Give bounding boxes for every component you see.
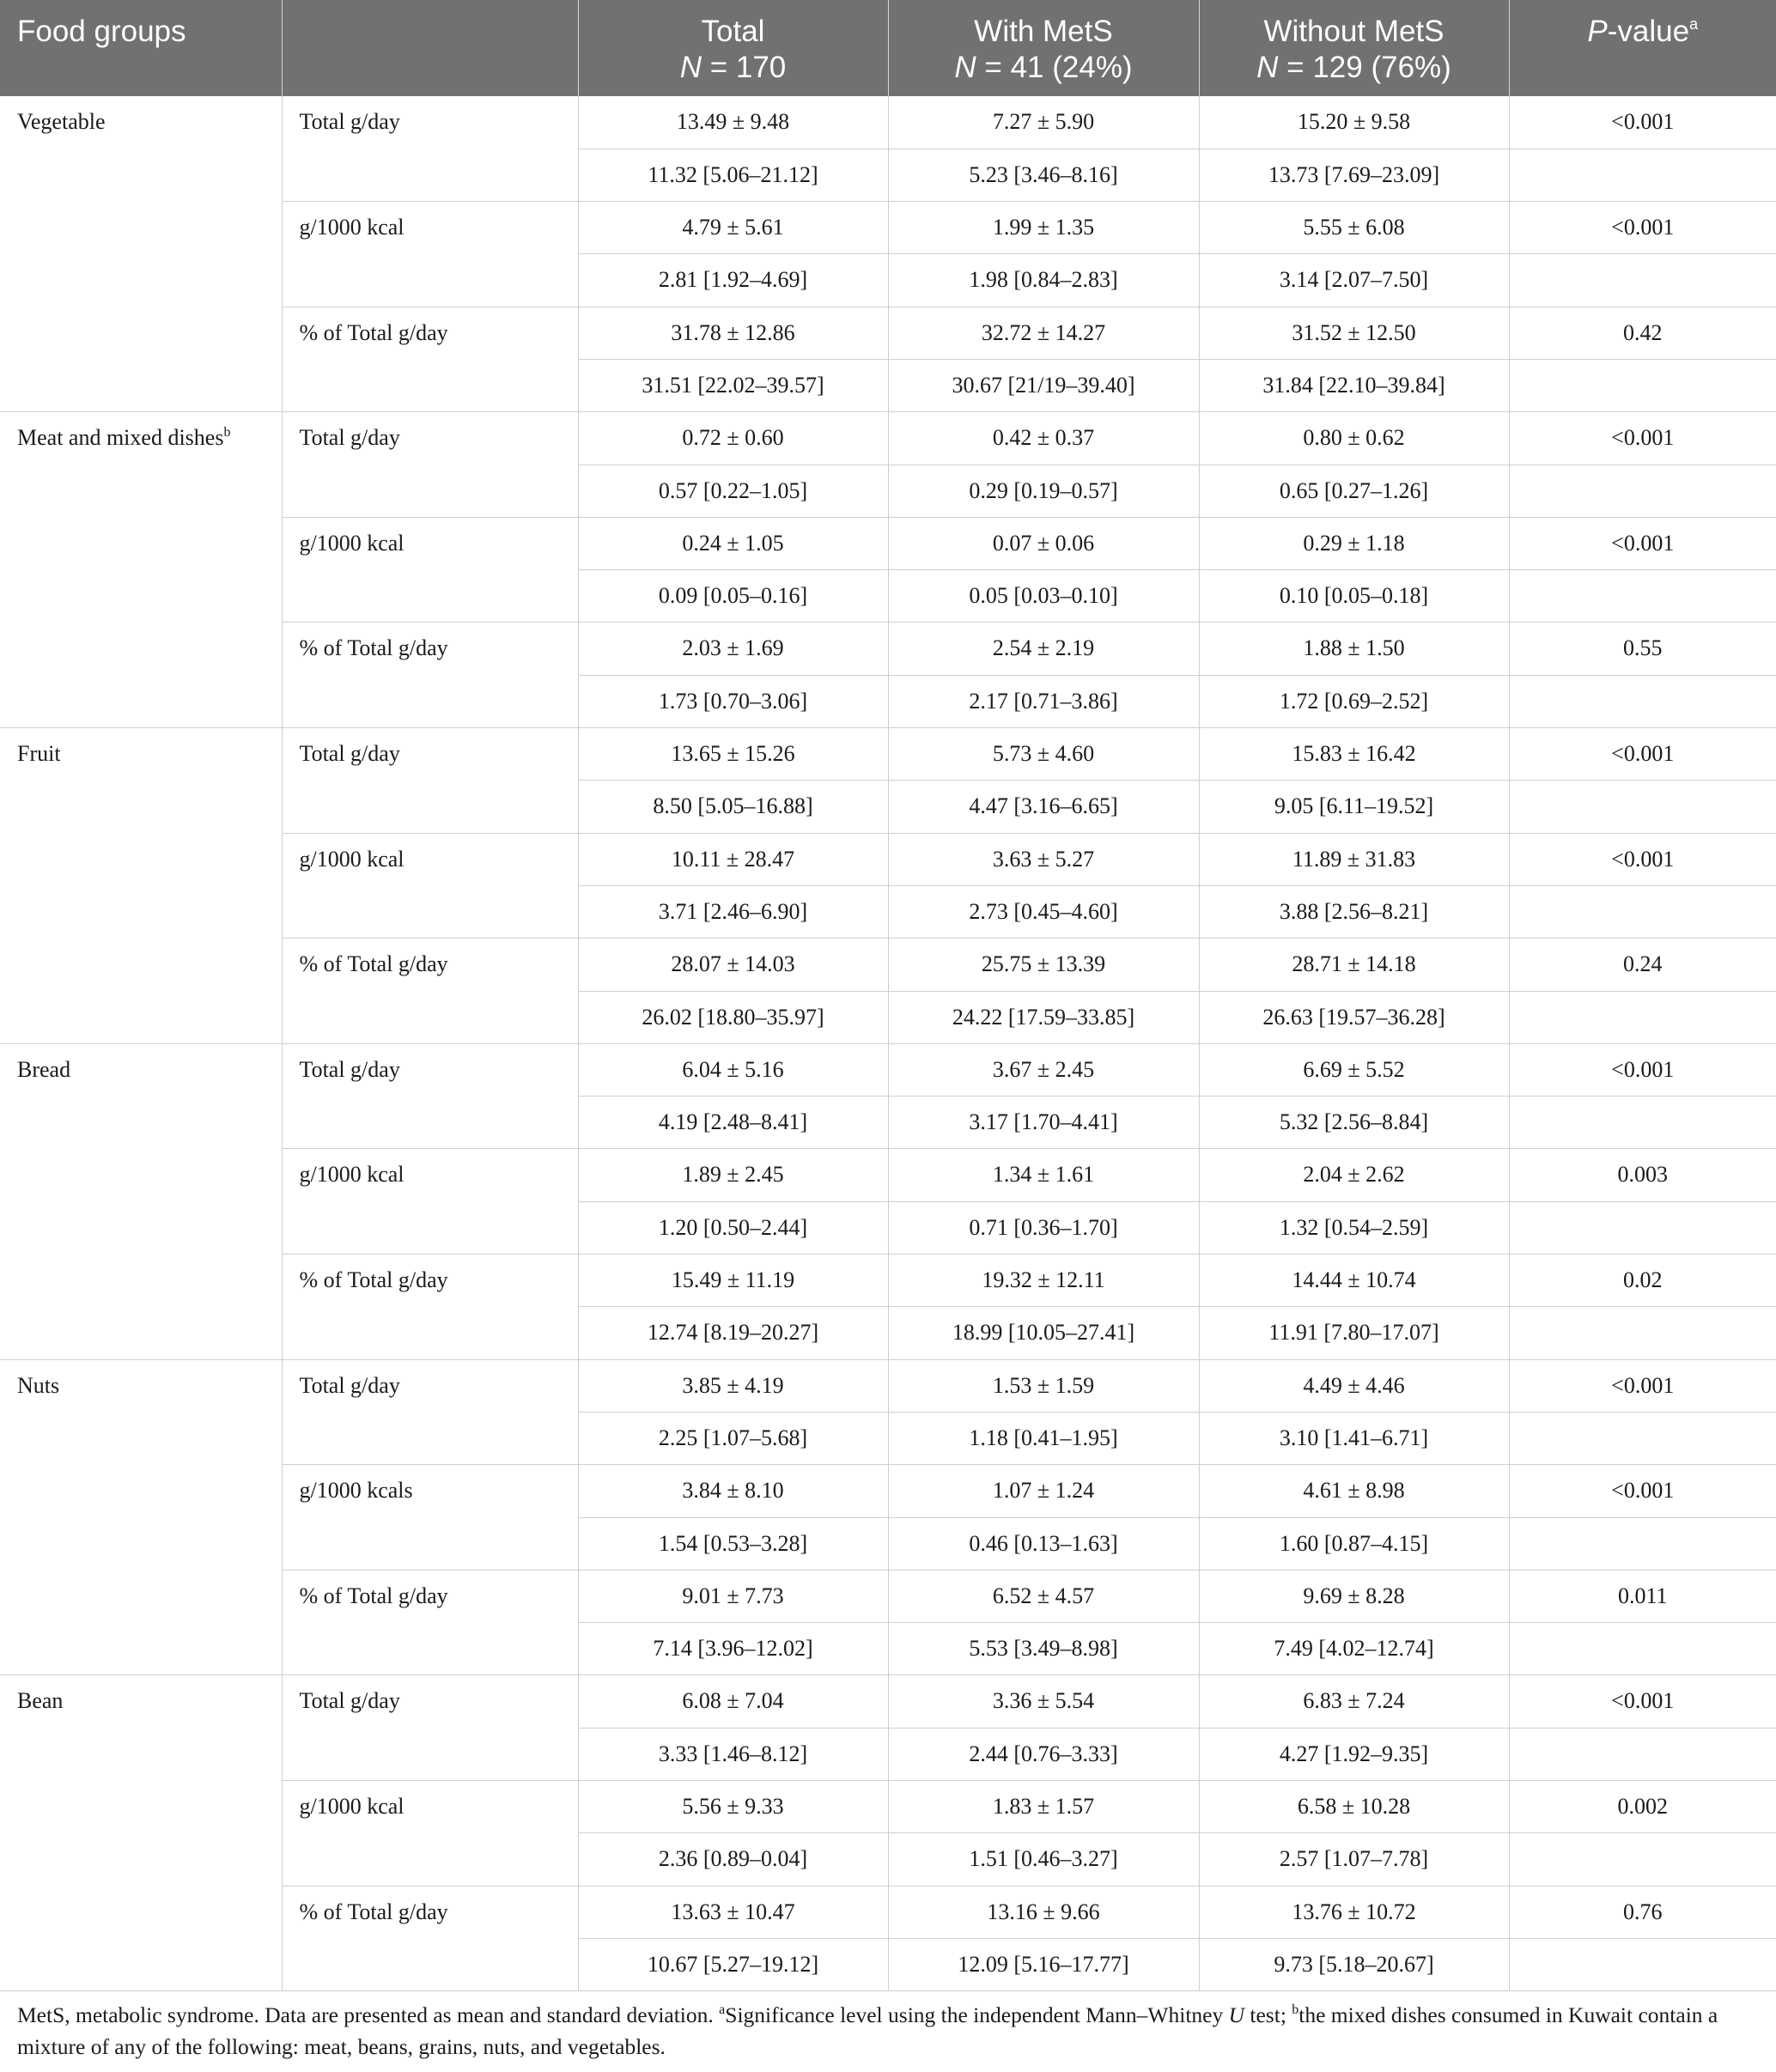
cell-total: 3.33 [1.46–8.12] (578, 1728, 888, 1780)
cell-p-value (1509, 1623, 1776, 1675)
header-food-groups: Food groups (0, 0, 282, 96)
cell-with-mets: 24.22 [17.59–33.85] (888, 991, 1199, 1043)
cell-without-mets: 4.27 [1.92–9.35] (1199, 1728, 1509, 1780)
header-measure (282, 0, 578, 96)
cell-with-mets: 7.27 ± 5.90 (888, 96, 1199, 149)
cell-with-mets: 1.53 ± 1.59 (888, 1359, 1199, 1412)
table-body (0, 96, 1776, 1991)
measure-label: % of Total g/day (282, 939, 578, 1044)
cell-without-mets: 15.20 ± 9.58 (1199, 96, 1509, 149)
cell-total: 6.04 ± 5.16 (578, 1043, 888, 1096)
header-without-mets (1199, 0, 1509, 96)
food-group-name: Vegetable (0, 96, 282, 412)
cell-total: 1.89 ± 2.45 (578, 1149, 888, 1201)
cell-p-value (1509, 1938, 1776, 1990)
cell-p-value: <0.001 (1509, 517, 1776, 569)
cell-with-mets: 3.63 ± 5.27 (888, 833, 1199, 885)
cell-without-mets: 3.88 [2.56–8.21] (1199, 885, 1509, 938)
cell-without-mets: 0.80 ± 0.62 (1199, 412, 1509, 465)
cell-p-value: 0.42 (1509, 307, 1776, 359)
cell-p-value: <0.001 (1509, 833, 1776, 885)
cell-total: 2.81 [1.92–4.69] (578, 254, 888, 307)
cell-total: 0.24 ± 1.05 (578, 517, 888, 569)
table-row (0, 1043, 1776, 1096)
cell-with-mets: 1.07 ± 1.24 (888, 1465, 1199, 1517)
cell-p-value (1509, 1412, 1776, 1464)
cell-total: 3.71 [2.46–6.90] (578, 885, 888, 938)
cell-with-mets: 1.51 [0.46–3.27] (888, 1833, 1199, 1886)
cell-p-value: 0.55 (1509, 623, 1776, 675)
cell-total: 15.49 ± 11.19 (578, 1255, 888, 1307)
cell-p-value (1509, 359, 1776, 411)
cell-total: 5.56 ± 9.33 (578, 1781, 888, 1833)
header-with-mets-n: N = 41 (24%) (954, 51, 1133, 84)
cell-with-mets: 4.47 [3.16–6.65] (888, 781, 1199, 833)
cell-without-mets: 9.05 [6.11–19.52] (1199, 781, 1509, 833)
cell-with-mets: 1.83 ± 1.57 (888, 1781, 1199, 1833)
cell-with-mets: 2.73 [0.45–4.60] (888, 885, 1199, 938)
cell-total: 0.57 [0.22–1.05] (578, 465, 888, 517)
cell-with-mets: 32.72 ± 14.27 (888, 307, 1199, 359)
cell-p-value (1509, 675, 1776, 727)
cell-p-value: <0.001 (1509, 1465, 1776, 1517)
cell-total: 13.49 ± 9.48 (578, 96, 888, 149)
cell-with-mets: 0.29 [0.19–0.57] (888, 465, 1199, 517)
cell-p-value (1509, 991, 1776, 1043)
cell-p-value (1509, 1201, 1776, 1254)
cell-p-value: <0.001 (1509, 1675, 1776, 1728)
cell-p-value: 0.003 (1509, 1149, 1776, 1201)
header-row (0, 0, 1776, 96)
cell-without-mets: 6.58 ± 10.28 (1199, 1781, 1509, 1833)
cell-without-mets: 2.04 ± 2.62 (1199, 1149, 1509, 1201)
cell-total: 7.14 [3.96–12.02] (578, 1623, 888, 1675)
cell-p-value: <0.001 (1509, 202, 1776, 254)
cell-without-mets: 2.57 [1.07–7.78] (1199, 1833, 1509, 1886)
header-without-mets-label: Without MetS (1263, 15, 1445, 48)
cell-total: 0.09 [0.05–0.16] (578, 570, 888, 623)
measure-label: % of Total g/day (282, 1886, 578, 1991)
measure-label: % of Total g/day (282, 1570, 578, 1675)
cell-without-mets: 13.76 ± 10.72 (1199, 1886, 1509, 1938)
measure-label: % of Total g/day (282, 307, 578, 412)
cell-total: 1.54 [0.53–3.28] (578, 1517, 888, 1570)
cell-total: 0.72 ± 0.60 (578, 412, 888, 465)
food-group-name: Bread (0, 1043, 282, 1359)
header-p-value: P-value$^a$ (1509, 0, 1776, 96)
measure-label: % of Total g/day (282, 623, 578, 728)
cell-without-mets: 11.91 [7.80–17.07] (1199, 1307, 1509, 1359)
cell-p-value: 0.24 (1509, 939, 1776, 991)
cell-p-value: 0.76 (1509, 1886, 1776, 1938)
cell-without-mets: 1.72 [0.69–2.52] (1199, 675, 1509, 727)
header-with-mets-label: With MetS (974, 15, 1113, 48)
cell-p-value (1509, 1833, 1776, 1886)
cell-total: 6.08 ± 7.04 (578, 1675, 888, 1728)
table-row (0, 728, 1776, 781)
cell-with-mets: 6.52 ± 4.57 (888, 1570, 1199, 1622)
cell-total: 12.74 [8.19–20.27] (578, 1307, 888, 1359)
cell-with-mets: 2.44 [0.76–3.33] (888, 1728, 1199, 1780)
cell-without-mets: 1.32 [0.54–2.59] (1199, 1201, 1509, 1254)
cell-total: 8.50 [5.05–16.88] (578, 781, 888, 833)
cell-without-mets: 0.65 [0.27–1.26] (1199, 465, 1509, 517)
cell-total: 13.65 ± 15.26 (578, 728, 888, 781)
cell-total: 26.02 [18.80–35.97] (578, 991, 888, 1043)
cell-total: 13.63 ± 10.47 (578, 1886, 888, 1938)
cell-with-mets: 0.71 [0.36–1.70] (888, 1201, 1199, 1254)
cell-without-mets: 5.55 ± 6.08 (1199, 202, 1509, 254)
cell-without-mets: 3.14 [2.07–7.50] (1199, 254, 1509, 307)
cell-with-mets: 30.67 [21/19–39.40] (888, 359, 1199, 411)
cell-with-mets: 5.53 [3.49–8.98] (888, 1623, 1199, 1675)
cell-total: 4.79 ± 5.61 (578, 202, 888, 254)
measure-label: Total g/day (282, 1675, 578, 1781)
cell-with-mets: 3.67 ± 2.45 (888, 1043, 1199, 1096)
cell-p-value (1509, 885, 1776, 938)
cell-p-value: <0.001 (1509, 1043, 1776, 1096)
cell-without-mets: 26.63 [19.57–36.28] (1199, 991, 1509, 1043)
cell-p-value: <0.001 (1509, 96, 1776, 149)
table-row (0, 1359, 1776, 1412)
table-row (0, 412, 1776, 465)
cell-p-value: <0.001 (1509, 728, 1776, 781)
cell-total: 10.67 [5.27–19.12] (578, 1938, 888, 1990)
measure-label: g/1000 kcal (282, 202, 578, 307)
cell-without-mets: 3.10 [1.41–6.71] (1199, 1412, 1509, 1464)
cell-without-mets: 0.10 [0.05–0.18] (1199, 570, 1509, 623)
cell-with-mets: 5.23 [3.46–8.16] (888, 149, 1199, 201)
cell-total: 9.01 ± 7.73 (578, 1570, 888, 1622)
cell-total: 31.78 ± 12.86 (578, 307, 888, 359)
cell-without-mets: 15.83 ± 16.42 (1199, 728, 1509, 781)
header-total-n: N = 170 (679, 51, 787, 84)
cell-with-mets: 1.18 [0.41–1.95] (888, 1412, 1199, 1464)
cell-without-mets: 6.83 ± 7.24 (1199, 1675, 1509, 1728)
cell-with-mets: 0.05 [0.03–0.10] (888, 570, 1199, 623)
cell-p-value (1509, 1517, 1776, 1570)
cell-with-mets: 2.17 [0.71–3.86] (888, 675, 1199, 727)
table-row (0, 1675, 1776, 1728)
cell-p-value (1509, 1307, 1776, 1359)
cell-total: 11.32 [5.06–21.12] (578, 149, 888, 201)
cell-without-mets: 7.49 [4.02–12.74] (1199, 1623, 1509, 1675)
measure-label: Total g/day (282, 1043, 578, 1149)
cell-with-mets: 5.73 ± 4.60 (888, 728, 1199, 781)
cell-with-mets: 18.99 [10.05–27.41] (888, 1307, 1199, 1359)
cell-with-mets: 19.32 ± 12.11 (888, 1255, 1199, 1307)
header-with-mets (888, 0, 1199, 96)
header-without-mets-n: N = 129 (76%) (1256, 51, 1451, 84)
cell-without-mets: 31.52 ± 12.50 (1199, 307, 1509, 359)
cell-without-mets: 9.69 ± 8.28 (1199, 1570, 1509, 1622)
cell-p-value (1509, 1728, 1776, 1780)
measure-label: g/1000 kcals (282, 1465, 578, 1571)
food-group-name: Bean (0, 1675, 282, 1991)
measure-label: g/1000 kcal (282, 833, 578, 939)
cell-without-mets: 31.84 [22.10–39.84] (1199, 359, 1509, 411)
cell-p-value: 0.011 (1509, 1570, 1776, 1622)
cell-p-value (1509, 570, 1776, 623)
measure-label: Total g/day (282, 728, 578, 834)
cell-without-mets: 1.88 ± 1.50 (1199, 623, 1509, 675)
measure-label: Total g/day (282, 412, 578, 518)
cell-with-mets: 13.16 ± 9.66 (888, 1886, 1199, 1938)
cell-without-mets: 9.73 [5.18–20.67] (1199, 1938, 1509, 1990)
cell-p-value: 0.02 (1509, 1255, 1776, 1307)
cell-with-mets: 25.75 ± 13.39 (888, 939, 1199, 991)
cell-without-mets: 14.44 ± 10.74 (1199, 1255, 1509, 1307)
table-footnote: MetS, metabolic syndrome. Data are presented as mean and standard deviation. $^a$Significance level using the independent Mann–Whitney U test; $^b$the mixed dishes consumed in Kuwait contain a mixture of any of the following: meat, beans, grains, nuts, and vegetables. (17, 2002, 1718, 2059)
cell-without-mets: 13.73 [7.69–23.09] (1199, 149, 1509, 201)
cell-with-mets: 1.34 ± 1.61 (888, 1149, 1199, 1201)
table-row (0, 96, 1776, 149)
cell-without-mets: 28.71 ± 14.18 (1199, 939, 1509, 991)
cell-without-mets: 5.32 [2.56–8.84] (1199, 1097, 1509, 1149)
cell-without-mets: 4.49 ± 4.46 (1199, 1359, 1509, 1412)
cell-p-value (1509, 781, 1776, 833)
header-total-label: Total (701, 15, 765, 48)
food-group-name: Nuts (0, 1359, 282, 1675)
header-total (578, 0, 888, 96)
cell-without-mets: 6.69 ± 5.52 (1199, 1043, 1509, 1096)
cell-total: 28.07 ± 14.03 (578, 939, 888, 991)
cell-with-mets: 12.09 [5.16–17.77] (888, 1938, 1199, 1990)
measure-label: % of Total g/day (282, 1255, 578, 1360)
cell-with-mets: 1.98 [0.84–2.83] (888, 254, 1199, 307)
food-group-name: Fruit (0, 728, 282, 1044)
cell-with-mets: 2.54 ± 2.19 (888, 623, 1199, 675)
cell-with-mets: 0.07 ± 0.06 (888, 517, 1199, 569)
cell-total: 1.20 [0.50–2.44] (578, 1201, 888, 1254)
cell-without-mets: 0.29 ± 1.18 (1199, 517, 1509, 569)
measure-label: Total g/day (282, 96, 578, 202)
cell-without-mets: 4.61 ± 8.98 (1199, 1465, 1509, 1517)
cell-total: 1.73 [0.70–3.06] (578, 675, 888, 727)
cell-total: 2.03 ± 1.69 (578, 623, 888, 675)
measure-label: g/1000 kcal (282, 517, 578, 623)
cell-with-mets: 3.17 [1.70–4.41] (888, 1097, 1199, 1149)
cell-p-value: 0.002 (1509, 1781, 1776, 1833)
cell-with-mets: 0.46 [0.13–1.63] (888, 1517, 1199, 1570)
cell-p-value: <0.001 (1509, 412, 1776, 465)
cell-with-mets: 1.99 ± 1.35 (888, 202, 1199, 254)
measure-label: g/1000 kcal (282, 1781, 578, 1887)
cell-without-mets: 1.60 [0.87–4.15] (1199, 1517, 1509, 1570)
measure-label: g/1000 kcal (282, 1149, 578, 1255)
cell-total: 10.11 ± 28.47 (578, 833, 888, 885)
cell-total: 31.51 [22.02–39.57] (578, 359, 888, 411)
cell-total: 2.25 [1.07–5.68] (578, 1412, 888, 1464)
cell-p-value (1509, 149, 1776, 201)
cell-with-mets: 0.42 ± 0.37 (888, 412, 1199, 465)
cell-without-mets: 11.89 ± 31.83 (1199, 833, 1509, 885)
cell-p-value: <0.001 (1509, 1359, 1776, 1412)
cell-total: 3.84 ± 8.10 (578, 1465, 888, 1517)
measure-label: Total g/day (282, 1359, 578, 1465)
food-group-name: Meat and mixed dishes$^b$ (0, 412, 282, 728)
cell-p-value (1509, 465, 1776, 517)
cell-p-value (1509, 254, 1776, 307)
cell-total: 4.19 [2.48–8.41] (578, 1097, 888, 1149)
cell-total: 2.36 [0.89–0.04] (578, 1833, 888, 1886)
cell-p-value (1509, 1097, 1776, 1149)
cell-total: 3.85 ± 4.19 (578, 1359, 888, 1412)
cell-with-mets: 3.36 ± 5.54 (888, 1675, 1199, 1728)
